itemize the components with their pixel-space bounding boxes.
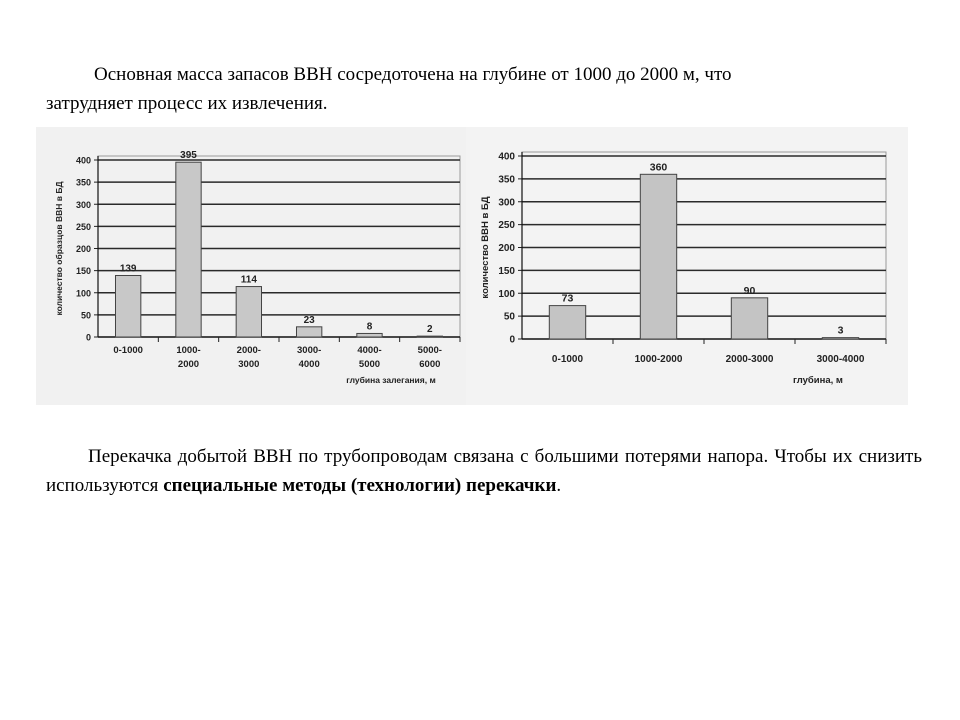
chart-1-category-label: 4000- — [357, 345, 382, 356]
chart-2-ytick-label: 400 — [498, 151, 515, 163]
chart-2-data-label: 73 — [561, 292, 574, 305]
chart-2-category-label: 0-1000 — [551, 354, 584, 365]
chart-1-bar — [296, 327, 321, 337]
intro-paragraph — [46, 60, 926, 118]
chart-2-ytick-label: 100 — [498, 288, 515, 300]
chart-1-category-label: 4000 — [298, 359, 320, 370]
chart-2-bar — [640, 174, 676, 339]
chart-2-category-label: 1000-2000 — [634, 354, 683, 365]
chart-2-svg — [466, 127, 908, 405]
chart-1-data-label: 2 — [427, 324, 433, 336]
pumping-paragraph — [46, 442, 922, 500]
chart-1-category-label: 2000 — [177, 359, 200, 370]
chart-2-data-label: 3 — [837, 324, 844, 337]
chart-2-category-label: 3000-4000 — [816, 354, 865, 365]
chart-2-data-label: 90 — [743, 284, 756, 297]
chart-1-ytick-label: 250 — [75, 221, 91, 232]
chart-1-ytick-label: 300 — [75, 199, 91, 210]
chart-2-bar — [549, 306, 585, 339]
chart-2-y-axis-title: количество ВВН в БД — [480, 196, 491, 299]
chart-1-ytick-label: 100 — [75, 288, 91, 299]
chart-1-ytick-label: 200 — [75, 244, 91, 254]
chart-2-ytick-label: 250 — [498, 220, 515, 232]
chart-2-ytick-label: 0 — [509, 334, 515, 346]
chart-2-data-label: 360 — [649, 161, 668, 174]
chart-1-category-label: 5000 — [358, 359, 381, 370]
chart-depth-distribution-2 — [466, 127, 908, 405]
chart-1-ytick-label: 150 — [75, 266, 91, 277]
chart-1-ytick-label: 350 — [75, 177, 91, 188]
chart-1-category-label: 1000- — [176, 345, 201, 356]
chart-2-bar — [822, 338, 858, 339]
pumping-methods-bold: специальные методы (технологии) перекачки — [163, 475, 557, 496]
chart-1-data-label: 23 — [303, 314, 315, 326]
pumping-text: Перекачка добытой ВВН по трубопроводам связана с большими потерями напора. Чтобы их снизить используются — [46, 446, 922, 496]
chart-1-category-label: 6000 — [419, 359, 441, 370]
chart-1-ytick-label: 0 — [85, 332, 91, 343]
intro-line-1: Основная масса запасов ВВН сосредоточена на глубине от 1000 до 2000 м, что — [94, 64, 732, 85]
chart-1-plot-frame — [98, 156, 460, 337]
chart-1-bar — [176, 162, 201, 337]
chart-1-ytick-label: 400 — [75, 155, 91, 166]
chart-1-category-label: 5000- — [417, 345, 442, 356]
chart-1-ytick-label: 50 — [80, 310, 91, 321]
chart-1-data-label: 8 — [366, 321, 373, 333]
chart-1-data-label: 395 — [180, 150, 197, 162]
chart-2-bar — [731, 298, 767, 339]
chart-1-bar — [417, 336, 442, 337]
intro-line-2: затрудняет процесс их извлечения. — [46, 93, 328, 114]
chart-1-svg — [36, 127, 468, 405]
chart-1-bar — [357, 333, 382, 337]
chart-1-bar — [236, 287, 261, 337]
chart-1-y-axis-title: количество образцов ВВН в БД — [54, 181, 64, 316]
chart-depth-distribution-1 — [36, 127, 468, 405]
chart-2-ytick-label: 50 — [503, 311, 515, 323]
chart-1-category-label: 2000- — [236, 345, 261, 356]
chart-2-ytick-label: 150 — [498, 265, 515, 277]
chart-2-ytick-label: 300 — [498, 197, 515, 209]
pumping-text-end: . — [556, 475, 562, 496]
chart-1-x-axis-title: глубина залегания, м — [346, 375, 436, 385]
chart-2-x-axis-title: глубина, м — [793, 375, 843, 386]
chart-1-bar — [115, 275, 140, 337]
chart-1-data-label: 114 — [240, 274, 257, 286]
chart-1-category-label: 3000- — [297, 345, 322, 356]
chart-1-category-label: 3000 — [238, 359, 260, 370]
chart-1-data-label: 139 — [119, 263, 137, 275]
chart-2-ytick-label: 200 — [498, 243, 515, 254]
chart-2-ytick-label: 350 — [498, 174, 515, 186]
chart-1-category-label: 0-1000 — [113, 345, 143, 356]
chart-2-category-label: 2000-3000 — [725, 354, 774, 365]
